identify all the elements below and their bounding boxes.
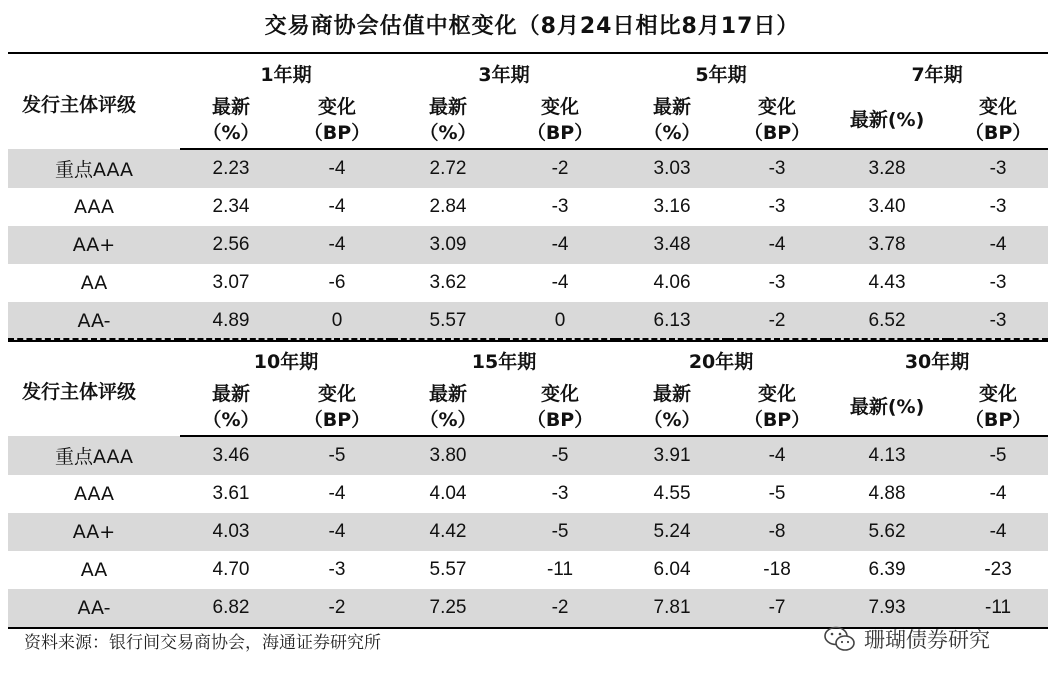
table-row (8, 513, 1048, 551)
value-cell: 0 (504, 302, 616, 341)
value-cell: -3 (768, 196, 786, 217)
value-cell: -6 (328, 272, 346, 293)
value-cell: 5.57 (392, 302, 504, 341)
change-header: 变化 （BP） (282, 92, 392, 149)
valuation-table-short (8, 52, 1048, 342)
value-cell: 3.91 (616, 436, 728, 475)
value-cell: 4.89 (180, 302, 282, 341)
rating-cell: AA+ (8, 226, 180, 264)
latest-header: 最新 （%） (392, 92, 504, 149)
source-note: 资料来源：银行间交易商协会，海通证券研究所 (24, 633, 381, 653)
value-cell: 4.06 (653, 272, 691, 293)
value-cell: -5 (504, 436, 616, 475)
value-cell: 7.93 (826, 589, 948, 628)
change-header: 变化 （BP） (728, 92, 826, 149)
latest-header-inline: 最新(%) (826, 379, 948, 436)
value-cell: -3 (328, 559, 346, 580)
value-cell: -2 (504, 149, 616, 188)
value-cell: 5.24 (616, 513, 728, 551)
value-cell: 5.62 (826, 513, 948, 551)
value-cell: 6.82 (180, 589, 282, 628)
value-cell: -5 (768, 483, 786, 504)
table-row (8, 149, 1048, 188)
value-cell: 2.72 (392, 149, 504, 188)
tenor-header: 1年期 (260, 63, 312, 86)
tenor-header: 5年期 (695, 63, 747, 86)
table-row (8, 188, 1048, 226)
watermark (822, 624, 990, 654)
value-cell: -4 (328, 196, 346, 217)
rating-cell: AA (80, 559, 108, 581)
value-cell: 4.55 (653, 483, 691, 504)
watermark-text: 珊瑚债券研究 (864, 628, 990, 652)
latest-header-inline: 最新(%) (826, 92, 948, 149)
value-cell: -3 (551, 483, 569, 504)
rating-header: 发行主体评级 (22, 94, 137, 116)
value-cell: 7.81 (616, 589, 728, 628)
value-cell: 3.16 (653, 196, 691, 217)
value-cell: 2.23 (180, 149, 282, 188)
value-cell: -11 (546, 559, 574, 580)
value-cell: -4 (504, 226, 616, 264)
table-row (8, 302, 1048, 341)
valuation-table-long (8, 338, 1048, 629)
value-cell: -4 (989, 483, 1007, 504)
value-cell: -3 (989, 196, 1007, 217)
change-header: 变化 （BP） (282, 379, 392, 436)
value-cell: 4.13 (826, 436, 948, 475)
value-cell: -3 (989, 272, 1007, 293)
value-cell: -4 (728, 226, 826, 264)
value-cell: 4.43 (868, 272, 906, 293)
latest-header: 最新 （%） (180, 92, 282, 149)
change-header: 变化 （BP） (948, 92, 1048, 149)
value-cell: -5 (282, 436, 392, 475)
tenor-header: 15年期 (471, 350, 537, 373)
value-cell: -4 (948, 513, 1048, 551)
value-cell: -5 (948, 436, 1048, 475)
tenor-header: 30年期 (904, 350, 970, 373)
value-cell: 0 (282, 302, 392, 341)
table-row (8, 226, 1048, 264)
value-cell: -4 (551, 272, 569, 293)
value-cell: 3.46 (180, 436, 282, 475)
tenor-header: 3年期 (478, 63, 530, 86)
table-row (8, 589, 1048, 628)
value-cell: 4.03 (180, 513, 282, 551)
tenor-header: 20年期 (688, 350, 754, 373)
value-cell: 4.88 (868, 483, 906, 504)
latest-header: 最新 （%） (616, 92, 728, 149)
change-header: 变化 （BP） (948, 379, 1048, 436)
value-cell: -3 (948, 302, 1048, 341)
value-cell: -4 (728, 436, 826, 475)
change-header: 变化 （BP） (504, 379, 616, 436)
value-cell: -8 (728, 513, 826, 551)
value-cell: -4 (948, 226, 1048, 264)
value-cell: 3.28 (826, 149, 948, 188)
change-header: 变化 （BP） (728, 379, 826, 436)
table-row (8, 436, 1048, 475)
value-cell: -3 (728, 149, 826, 188)
value-cell: 6.52 (826, 302, 948, 341)
value-cell: -4 (282, 513, 392, 551)
value-cell: 3.80 (392, 436, 504, 475)
rating-cell: AAA (73, 196, 115, 218)
value-cell: -2 (282, 589, 392, 628)
value-cell: -2 (728, 302, 826, 341)
value-cell: 3.78 (826, 226, 948, 264)
table-row (8, 264, 1048, 302)
value-cell: 6.13 (616, 302, 728, 341)
value-cell: 3.09 (392, 226, 504, 264)
rating-cell: AAA (73, 483, 115, 505)
value-cell: 3.62 (429, 272, 467, 293)
value-cell: 2.84 (429, 196, 467, 217)
value-cell: -4 (282, 226, 392, 264)
value-cell: -5 (504, 513, 616, 551)
rating-cell: 重点AAA (8, 149, 180, 188)
value-cell: -4 (328, 483, 346, 504)
value-cell: -18 (763, 559, 791, 580)
rating-cell: AA- (8, 589, 180, 628)
value-cell: 2.56 (180, 226, 282, 264)
value-cell: -3 (768, 272, 786, 293)
rating-cell: 重点AAA (8, 436, 180, 475)
value-cell: 3.40 (868, 196, 906, 217)
table-row (8, 475, 1048, 513)
value-cell: -2 (504, 589, 616, 628)
value-cell: -3 (551, 196, 569, 217)
value-cell: 4.70 (212, 559, 250, 580)
value-cell: -23 (984, 559, 1012, 580)
tenor-header: 10年期 (253, 350, 319, 373)
value-cell: -4 (282, 149, 392, 188)
value-cell: 3.61 (212, 483, 250, 504)
latest-header: 最新 （%） (180, 379, 282, 436)
value-cell: 6.39 (868, 559, 906, 580)
value-cell: 3.48 (616, 226, 728, 264)
value-cell: 4.04 (429, 483, 467, 504)
rating-cell: AA+ (8, 513, 180, 551)
latest-header: 最新 （%） (616, 379, 728, 436)
table-row (8, 551, 1048, 589)
tenor-header: 7年期 (911, 63, 963, 86)
value-cell: 4.42 (392, 513, 504, 551)
value-cell: -11 (948, 589, 1048, 628)
value-cell: 5.57 (429, 559, 467, 580)
rating-cell: AA- (8, 302, 180, 341)
rating-cell: AA (80, 272, 108, 294)
value-cell: 7.25 (392, 589, 504, 628)
value-cell: 6.04 (653, 559, 691, 580)
value-cell: 2.34 (212, 196, 250, 217)
latest-header: 最新 （%） (392, 379, 504, 436)
value-cell: -7 (728, 589, 826, 628)
value-cell: 3.07 (212, 272, 250, 293)
table-title: 交易商协会估值中枢变化（8月24日相比8月17日） (264, 14, 800, 39)
wechat-icon (822, 625, 858, 653)
value-cell: 3.03 (616, 149, 728, 188)
change-header: 变化 （BP） (504, 92, 616, 149)
value-cell: -3 (948, 149, 1048, 188)
rating-header: 发行主体评级 (22, 381, 137, 403)
